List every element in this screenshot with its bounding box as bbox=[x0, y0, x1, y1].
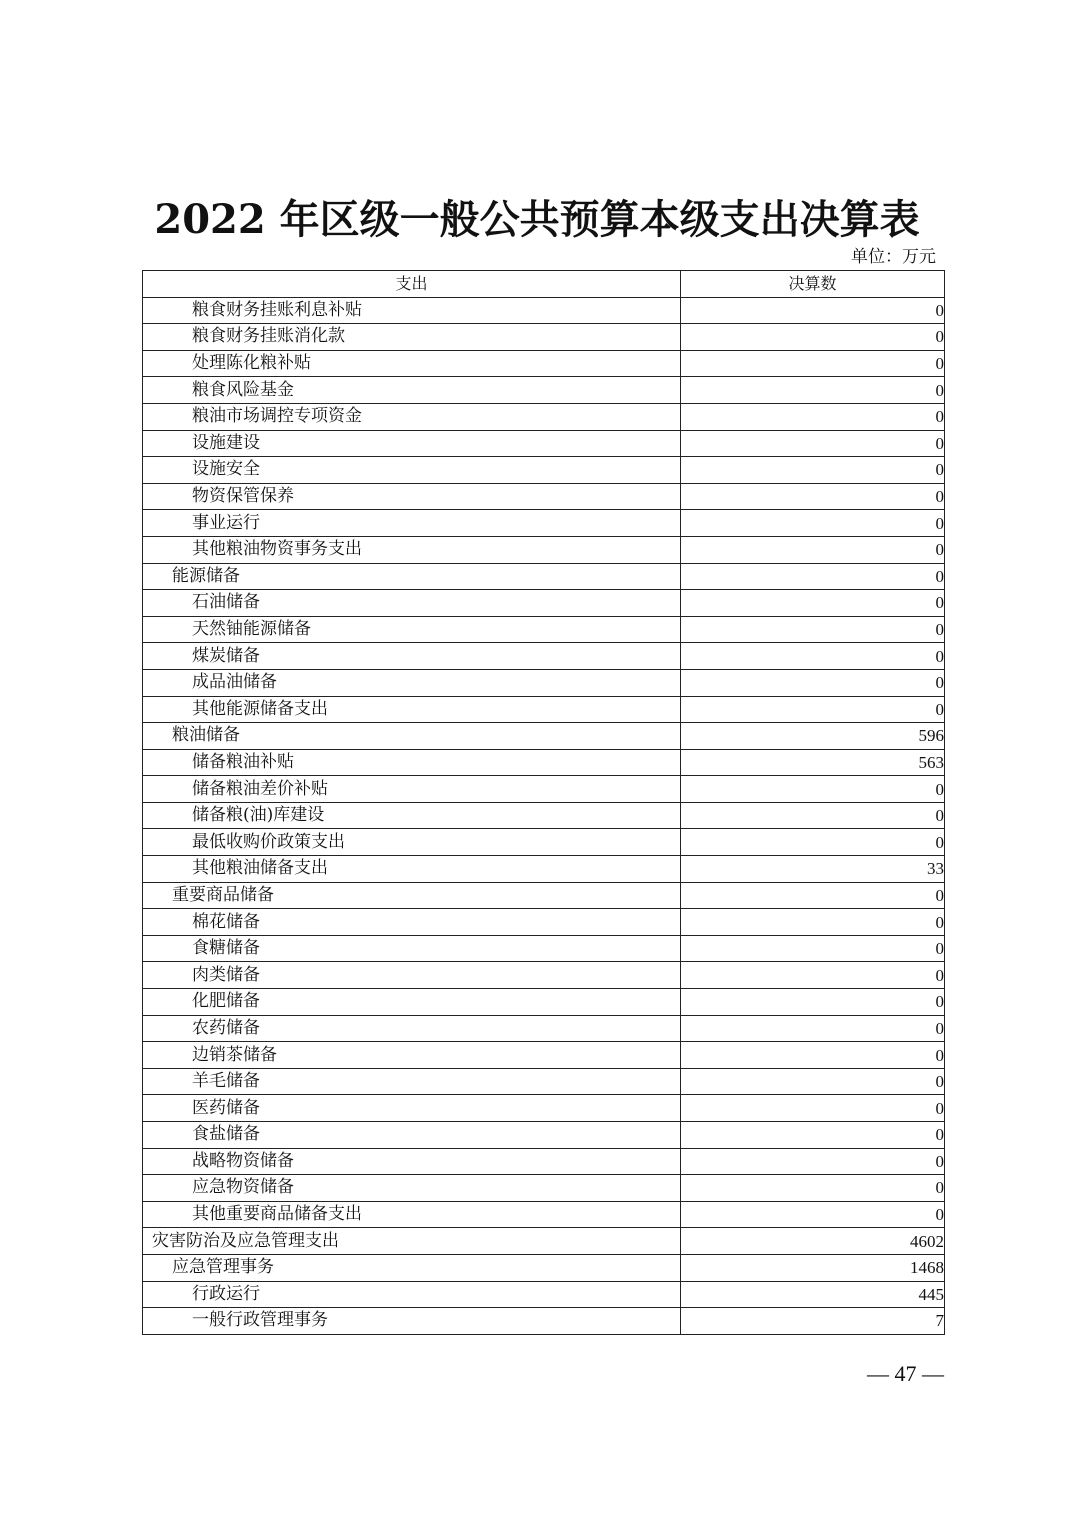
expenditure-item-name: 其他粮油物资事务支出 bbox=[143, 536, 681, 563]
table-row bbox=[143, 510, 945, 537]
table-row bbox=[143, 935, 945, 962]
expenditure-item-name: 边销茶储备 bbox=[143, 1042, 681, 1069]
table-row bbox=[143, 616, 945, 643]
final-amount-value: 445 bbox=[681, 1281, 945, 1308]
expenditure-item-name: 成品油储备 bbox=[143, 669, 681, 696]
expenditure-item-name: 食糖储备 bbox=[143, 935, 681, 962]
final-amount-value: 0 bbox=[681, 377, 945, 404]
expenditure-item-name: 羊毛储备 bbox=[143, 1068, 681, 1095]
final-amount-value: 0 bbox=[681, 882, 945, 909]
expenditure-item-name: 农药储备 bbox=[143, 1015, 681, 1042]
expenditure-item-name: 储备粮油差价补贴 bbox=[143, 776, 681, 803]
expenditure-item-name: 棉花储备 bbox=[143, 909, 681, 936]
final-amount-value: 0 bbox=[681, 643, 945, 670]
table-row bbox=[143, 1281, 945, 1308]
expenditure-item-name: 天然铀能源储备 bbox=[143, 616, 681, 643]
final-amount-value: 0 bbox=[681, 1042, 945, 1069]
expenditure-item-name: 其他重要商品储备支出 bbox=[143, 1201, 681, 1228]
final-amount-value: 4602 bbox=[681, 1228, 945, 1255]
expenditure-item-name: 设施建设 bbox=[143, 430, 681, 457]
expenditure-item-name: 设施安全 bbox=[143, 457, 681, 484]
table-row bbox=[143, 723, 945, 750]
final-amount-value: 0 bbox=[681, 1201, 945, 1228]
table-row bbox=[143, 1254, 945, 1281]
table-row bbox=[143, 430, 945, 457]
table-row bbox=[143, 1228, 945, 1255]
expenditure-item-name: 粮油市场调控专项资金 bbox=[143, 403, 681, 430]
final-amount-value: 0 bbox=[681, 935, 945, 962]
expenditure-item-name: 一般行政管理事务 bbox=[143, 1308, 681, 1335]
final-amount-value: 0 bbox=[681, 483, 945, 510]
table-row bbox=[143, 1148, 945, 1175]
table-row bbox=[143, 802, 945, 829]
table-row bbox=[143, 403, 945, 430]
final-amount-value: 0 bbox=[681, 590, 945, 617]
final-amount-value: 0 bbox=[681, 1095, 945, 1122]
expenditure-item-name: 石油储备 bbox=[143, 590, 681, 617]
table-row bbox=[143, 457, 945, 484]
final-amount-value: 0 bbox=[681, 829, 945, 856]
expenditure-item-name: 粮食财务挂账消化款 bbox=[143, 324, 681, 351]
final-amount-value: 0 bbox=[681, 1122, 945, 1149]
table-row bbox=[143, 1068, 945, 1095]
unit-label: 单位：万元 bbox=[851, 247, 936, 267]
expenditure-item-name: 应急管理事务 bbox=[143, 1254, 681, 1281]
expenditure-item-name: 粮食财务挂账利息补贴 bbox=[143, 297, 681, 324]
expenditure-item-name: 医药储备 bbox=[143, 1095, 681, 1122]
final-amount-value: 563 bbox=[681, 749, 945, 776]
expenditure-item-name: 能源储备 bbox=[143, 563, 681, 590]
expenditure-item-name: 最低收购价政策支出 bbox=[143, 829, 681, 856]
final-amount-value: 0 bbox=[681, 1175, 945, 1202]
final-amount-value: 0 bbox=[681, 536, 945, 563]
table-row bbox=[143, 590, 945, 617]
expenditure-item-name: 肉类储备 bbox=[143, 962, 681, 989]
table-row bbox=[143, 1042, 945, 1069]
expenditure-item-name: 物资保管保养 bbox=[143, 483, 681, 510]
table-row bbox=[143, 749, 945, 776]
table-row bbox=[143, 829, 945, 856]
final-amount-value: 0 bbox=[681, 457, 945, 484]
page-number: — 47 — bbox=[867, 1361, 944, 1386]
table-row bbox=[143, 989, 945, 1016]
table-row bbox=[143, 483, 945, 510]
table-row bbox=[143, 696, 945, 723]
final-amount-value: 0 bbox=[681, 1148, 945, 1175]
expenditure-item-name: 其他能源储备支出 bbox=[143, 696, 681, 723]
table-row bbox=[143, 563, 945, 590]
expenditure-item-name: 粮食风险基金 bbox=[143, 377, 681, 404]
expenditure-item-name: 行政运行 bbox=[143, 1281, 681, 1308]
final-amount-value: 0 bbox=[681, 989, 945, 1016]
table-row bbox=[143, 377, 945, 404]
column-header-expenditure: 支出 bbox=[143, 271, 681, 298]
final-amount-value: 0 bbox=[681, 430, 945, 457]
table-row bbox=[143, 297, 945, 324]
final-amount-value: 596 bbox=[681, 723, 945, 750]
column-header-final-amount: 决算数 bbox=[681, 271, 945, 298]
expenditure-item-name: 战略物资储备 bbox=[143, 1148, 681, 1175]
expenditure-item-name: 煤炭储备 bbox=[143, 643, 681, 670]
table-body bbox=[143, 297, 945, 1334]
table-row bbox=[143, 909, 945, 936]
table-row bbox=[143, 1175, 945, 1202]
expenditure-item-name: 粮油储备 bbox=[143, 723, 681, 750]
expenditure-item-name: 灾害防治及应急管理支出 bbox=[143, 1228, 681, 1255]
table-row bbox=[143, 324, 945, 351]
expenditure-item-name: 储备粮(油)库建设 bbox=[143, 802, 681, 829]
final-amount-value: 0 bbox=[681, 324, 945, 351]
table-row bbox=[143, 669, 945, 696]
final-amount-value: 0 bbox=[681, 669, 945, 696]
final-amount-value: 0 bbox=[681, 563, 945, 590]
expenditure-item-name: 事业运行 bbox=[143, 510, 681, 537]
final-amount-value: 0 bbox=[681, 350, 945, 377]
table-row bbox=[143, 882, 945, 909]
table-row bbox=[143, 1095, 945, 1122]
expenditure-item-name: 重要商品储备 bbox=[143, 882, 681, 909]
final-amount-value: 0 bbox=[681, 510, 945, 537]
final-amount-value: 0 bbox=[681, 962, 945, 989]
final-amount-value: 0 bbox=[681, 1068, 945, 1095]
table-row bbox=[143, 536, 945, 563]
table-row bbox=[143, 1015, 945, 1042]
expenditure-item-name: 其他粮油储备支出 bbox=[143, 856, 681, 883]
page-title: 2022 年区级一般公共预算本级支出决算表 bbox=[154, 196, 920, 243]
final-amount-value: 0 bbox=[681, 403, 945, 430]
table-header-row bbox=[143, 271, 945, 298]
table-row bbox=[143, 1201, 945, 1228]
expenditure-item-name: 化肥储备 bbox=[143, 989, 681, 1016]
table-row bbox=[143, 1308, 945, 1335]
final-amount-value: 0 bbox=[681, 1015, 945, 1042]
budget-table bbox=[142, 270, 945, 1335]
table-row bbox=[143, 350, 945, 377]
final-amount-value: 0 bbox=[681, 776, 945, 803]
expenditure-item-name: 食盐储备 bbox=[143, 1122, 681, 1149]
table-row bbox=[143, 856, 945, 883]
final-amount-value: 0 bbox=[681, 802, 945, 829]
expenditure-item-name: 应急物资储备 bbox=[143, 1175, 681, 1202]
expenditure-item-name: 储备粮油补贴 bbox=[143, 749, 681, 776]
final-amount-value: 7 bbox=[681, 1308, 945, 1335]
final-amount-value: 0 bbox=[681, 616, 945, 643]
final-amount-value: 33 bbox=[681, 856, 945, 883]
table-row bbox=[143, 643, 945, 670]
final-amount-value: 0 bbox=[681, 696, 945, 723]
table-row bbox=[143, 962, 945, 989]
table-row bbox=[143, 776, 945, 803]
final-amount-value: 0 bbox=[681, 297, 945, 324]
final-amount-value: 1468 bbox=[681, 1254, 945, 1281]
final-amount-value: 0 bbox=[681, 909, 945, 936]
expenditure-item-name: 处理陈化粮补贴 bbox=[143, 350, 681, 377]
table-row bbox=[143, 1122, 945, 1149]
